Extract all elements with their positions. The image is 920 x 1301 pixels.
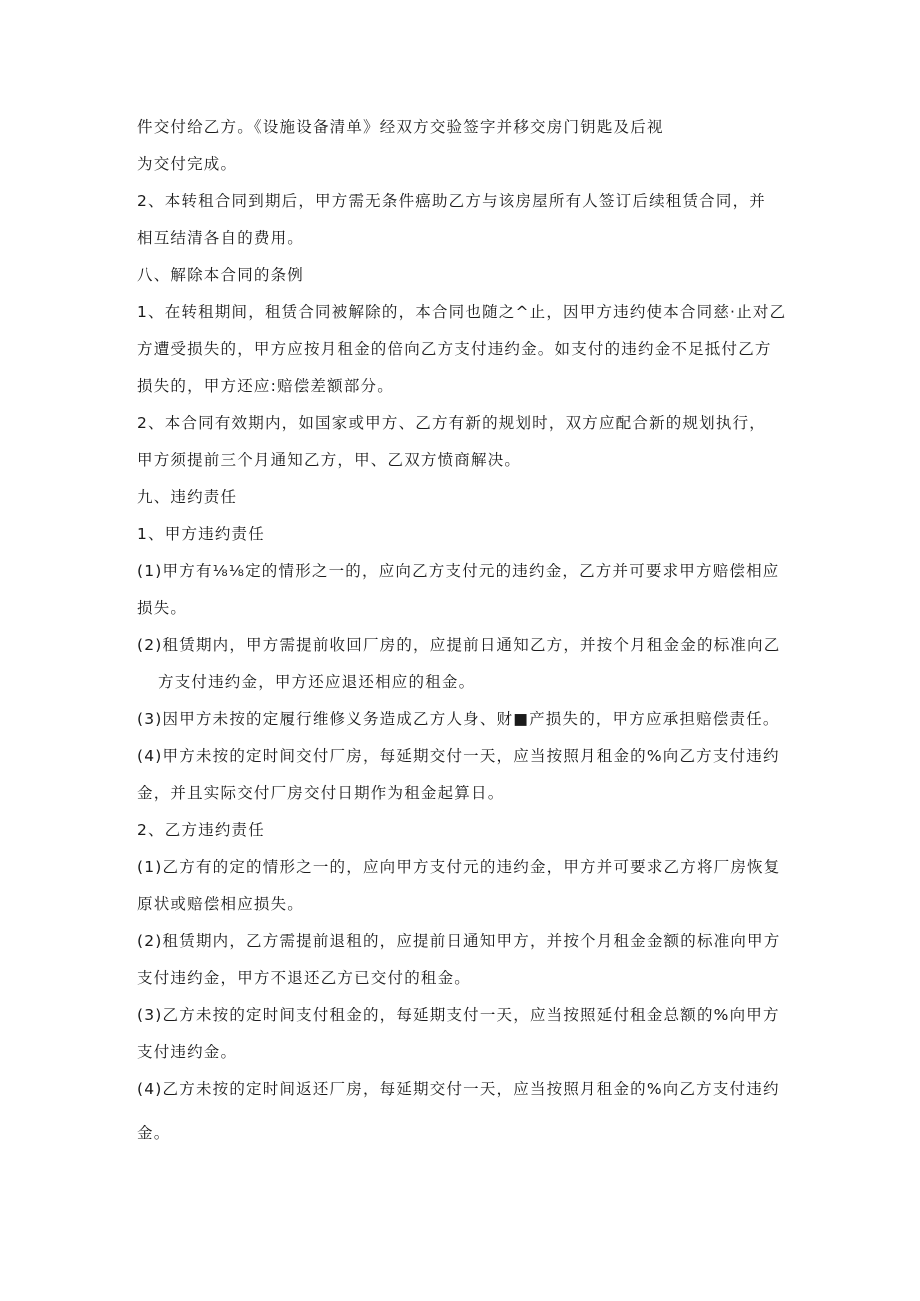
text-line: 原状或赔偿相应损失。	[137, 895, 305, 913]
text-line: (1)乙方有的定的情形之一的，应向甲方支付元的违约金，甲方并可要求乙方将厂房恢复	[137, 858, 781, 876]
text-line: 2、本转租合同到期后，甲方需无条件癌助乙方与该房屋所有人签订后续租赁合同，并	[137, 192, 766, 210]
text-line: 方支付违约金，甲方还应退还相应的租金。	[158, 673, 476, 691]
text-line: 2、本合同有效期内，如国家或甲方、乙方有新的规划时，双方应配合新的规划执行，	[137, 414, 766, 432]
text-line: 金，并且实际交付厂房交付日期作为租金起算日。	[137, 784, 505, 802]
section-heading: 九、违约责任	[137, 488, 238, 506]
text-line: (4)乙方未按的定时间返还厂房，每延期交付一天，应当按照月租金的%向乙方支付违约	[137, 1080, 780, 1098]
text-line: (3)乙方未按的定时间支付租金的，每延期支付一天，应当按照延付租金总额的%向甲方	[137, 1006, 780, 1024]
text-line: 金。	[137, 1124, 171, 1142]
text-line: 支付违约金，甲方不退还乙方已交付的租金。	[137, 969, 472, 987]
text-line: (3)因甲方未按的定履行维修义务造成乙方人身、财■产损失的，甲方应承担赔偿责任。	[137, 710, 780, 728]
text-line: 件交付给乙方。《设施设备清单》经双方交验签字并移交房门钥匙及后视	[137, 118, 664, 136]
text-line: (1)甲方有⅛⅛定的情形之一的，应向乙方支付元的违约金，乙方并可要求甲方赔偿相应	[137, 562, 780, 580]
text-line: (4)甲方未按的定时间交付厂房，每延期交付一天，应当按照月租金的%向乙方支付违约	[137, 747, 780, 765]
text-line: 相互结清各自的费用。	[137, 229, 305, 247]
text-line: 为交付完成。	[137, 155, 238, 173]
text-line: 1、在转租期间，租赁合同被解除的，本合同也随之^止，因甲方违约使本合同慈·止对乙	[137, 303, 787, 321]
section-heading: 八、解除本合同的条例	[137, 266, 305, 284]
text-line: 损失的，甲方还应:赔偿差额部分。	[137, 377, 394, 395]
text-line: 甲方须提前三个月通知乙方，甲、乙双方愤商解决。	[137, 451, 522, 469]
text-line: 损失。	[137, 599, 188, 617]
text-line: 方遭受损失的，甲方应按月租金的倍向乙方支付违约金。如支付的违约金不足抵付乙方	[137, 340, 772, 358]
text-line: 支付违约金。	[137, 1043, 238, 1061]
text-line: (2)租赁期内，乙方需提前退租的，应提前日通知甲方，并按个月租金金额的标准向甲方	[137, 932, 781, 950]
text-line: (2)租赁期内，甲方需提前收回厂房的，应提前日通知乙方，并按个月租金金的标准向乙	[137, 636, 781, 654]
subsection-heading: 2、乙方违约责任	[137, 821, 265, 839]
subsection-heading: 1、甲方违约责任	[137, 525, 265, 543]
